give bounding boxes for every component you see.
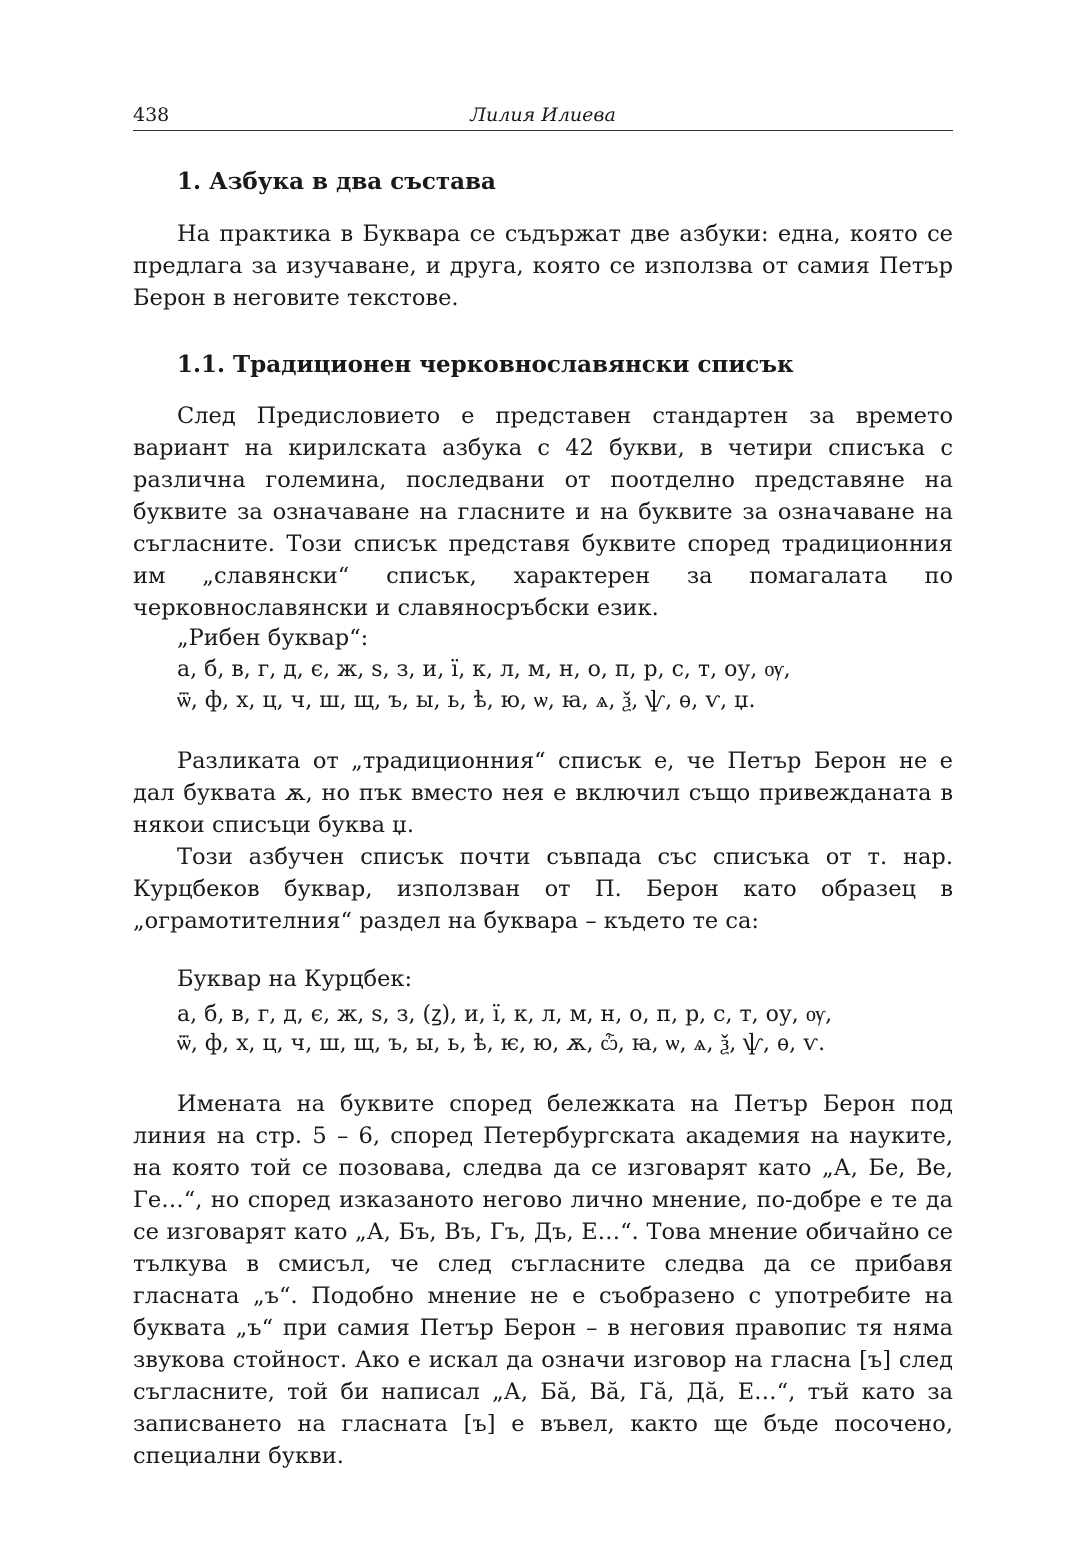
- paragraph-preface-alphabet: След Предисловието е представен стандартен за времето вариант на кирилската азбука с 42 букви, в четири списъка с различна големина, последвани от поотделно представяне на буквите за означаване на гласните и на буквите за означаване на съгласните. Този списък представя буквите според традиционния им „славянски“ списък, характерен за помагалата по черковнославянски и славяносръбски език.: [133, 403, 953, 621]
- paragraph-letter-names: Имената на буквите според бележката на Петър Берон под линия на стр. 5 – 6, според Петербургската академия на науките, на която той се позовава, следва да се изговарят като „А, Бе, Ве, Ге…“, но според изказаното негово лично мнение, по-добре е те да се изговарят като „А, Бъ, Въ, Гъ, Дъ, Е…“. Това мнение обичайно се тълкува в смисъл, че след съгласните следва да се прибавя гласната „ъ“. Подобно мнение не е съобразено с употребите на буквата „ъ“ при самия Петър Берон – в неговия правопис тя няма звукова стойност. Ако е искал да означи изговор на гласна [ъ] след съгласните, той би написал „А, Бӑ, Вӑ, Гӑ, Дӑ, Е…“, тъй като за записването на гласната [ъ] е въвел, както ще бъде посочено, специални букви.: [133, 1091, 953, 1469]
- running-header: [133, 100, 953, 131]
- riben-alphabet-line-1: а, б, в, г, д, є, ж, ѕ, з, и, ї, к, л, м, н, о, п, р, с, т, оу, ѹ,: [177, 657, 791, 682]
- section-heading-1: 1. Азбука в два състава: [177, 168, 496, 195]
- running-author: Лилия Илиева: [470, 104, 616, 126]
- page-number: 438: [133, 104, 170, 126]
- kurtsbek-alphabet-line-2: ѿ, ф, х, ц, ч, ш, щ, ъ, ы, ь, ѣ, ѥ, ю, ѫ, ѽ, ꙗ, ѡ, ѧ, ѯ, ѱ, ѳ, ѵ.: [177, 1031, 826, 1056]
- paragraph-two-alphabets: На практика в Буквара се съдържат две азбуки: една, която се предлага за изучаване, и друга, която се използва от самия Петър Берон в неговите текстове.: [133, 221, 953, 311]
- section-heading-1-1: 1.1. Традиционен черковнославянски списък: [177, 351, 794, 378]
- kurtsbek-alphabet-line-1: а, б, в, г, д, є, ж, ѕ, з, (ꙁ), и, ї, к, л, м, н, о, п, р, с, т, оу, ѹ,: [177, 1002, 833, 1027]
- paragraph-difference: Разликата от „традиционния“ списък е, че Петър Берон не е дал буквата ѫ, но пък вместо нея е включил също привежданата в някои списъци буква џ.: [133, 748, 953, 838]
- paragraph-kurtsbek: Този азбучен списък почти съвпада със списъка от т. нар. Курцбеков буквар, използван от П. Берон като образец в „ограмотителния“ раздел на буквара – където те са:: [133, 844, 953, 934]
- kurtsbek-label: Буквар на Курцбек:: [177, 966, 413, 992]
- riben-alphabet-line-2: ѿ, ф, х, ц, ч, ш, щ, ъ, ы, ь, ѣ, ю, ѡ, ꙗ, ѧ, ѯ, ѱ, ѳ, ѵ, џ.: [177, 688, 756, 713]
- riben-bukvar-label: „Рибен буквар“:: [177, 625, 369, 651]
